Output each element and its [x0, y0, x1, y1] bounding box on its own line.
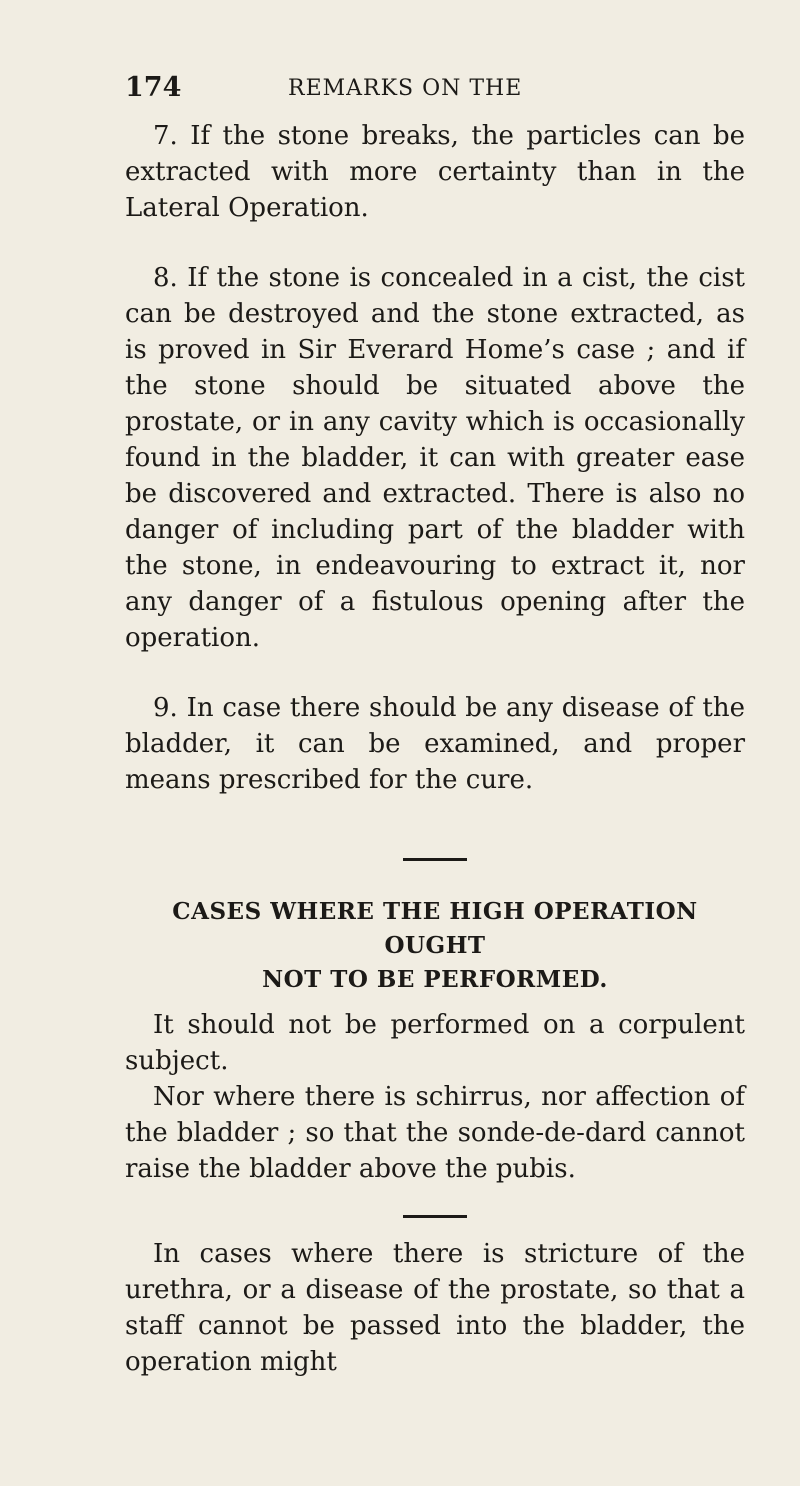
section-divider-rule [403, 858, 467, 861]
running-header [125, 72, 745, 108]
section-paragraph-stricture: In cases where there is stricture of the urethra, or a disease of the prostate, so that a staff cannot be passed into the bladder, the operation might [125, 1239, 745, 1377]
section-heading-line-2: NOT TO BE PERFORMED. [262, 966, 608, 993]
section-paragraph-corpulent: It should not be performed on a corpulent subject. [125, 1010, 745, 1076]
paragraph-7: 7. If the stone breaks, the particles can be extracted with more certainty than in the Lateral Operation. [125, 121, 745, 223]
page-number: 174 [125, 72, 182, 103]
paragraph-9: 9. In case there should be any disease of the bladder, it can be examined, and proper means prescribed for the cure. [125, 693, 745, 795]
paragraph-divider-rule [403, 1215, 467, 1218]
running-title: REMARKS ON THE [288, 76, 523, 101]
page-body [125, 118, 745, 1380]
section-heading-line-1: CASES WHERE THE HIGH OPERATION OUGHT [172, 898, 698, 959]
section-heading [125, 895, 745, 997]
section-paragraph-schirrus: Nor where there is schirrus, nor affection of the bladder ; so that the sonde-de-dard cannot raise the bladder above the pubis. [125, 1082, 745, 1184]
paragraph-8: 8. If the stone is concealed in a cist, the cist can be destroyed and the stone extracted, as is proved in Sir Everard Home’s case ; and if the stone should be situated above the prostate, or in any cavity which is occasionally found in the bladder, it can with greater ease be discovered and extracted. There is also no danger of including part of the bladder with the stone, in endeavouring to extract it, nor any danger of a fistulous opening after the operation. [125, 263, 745, 653]
